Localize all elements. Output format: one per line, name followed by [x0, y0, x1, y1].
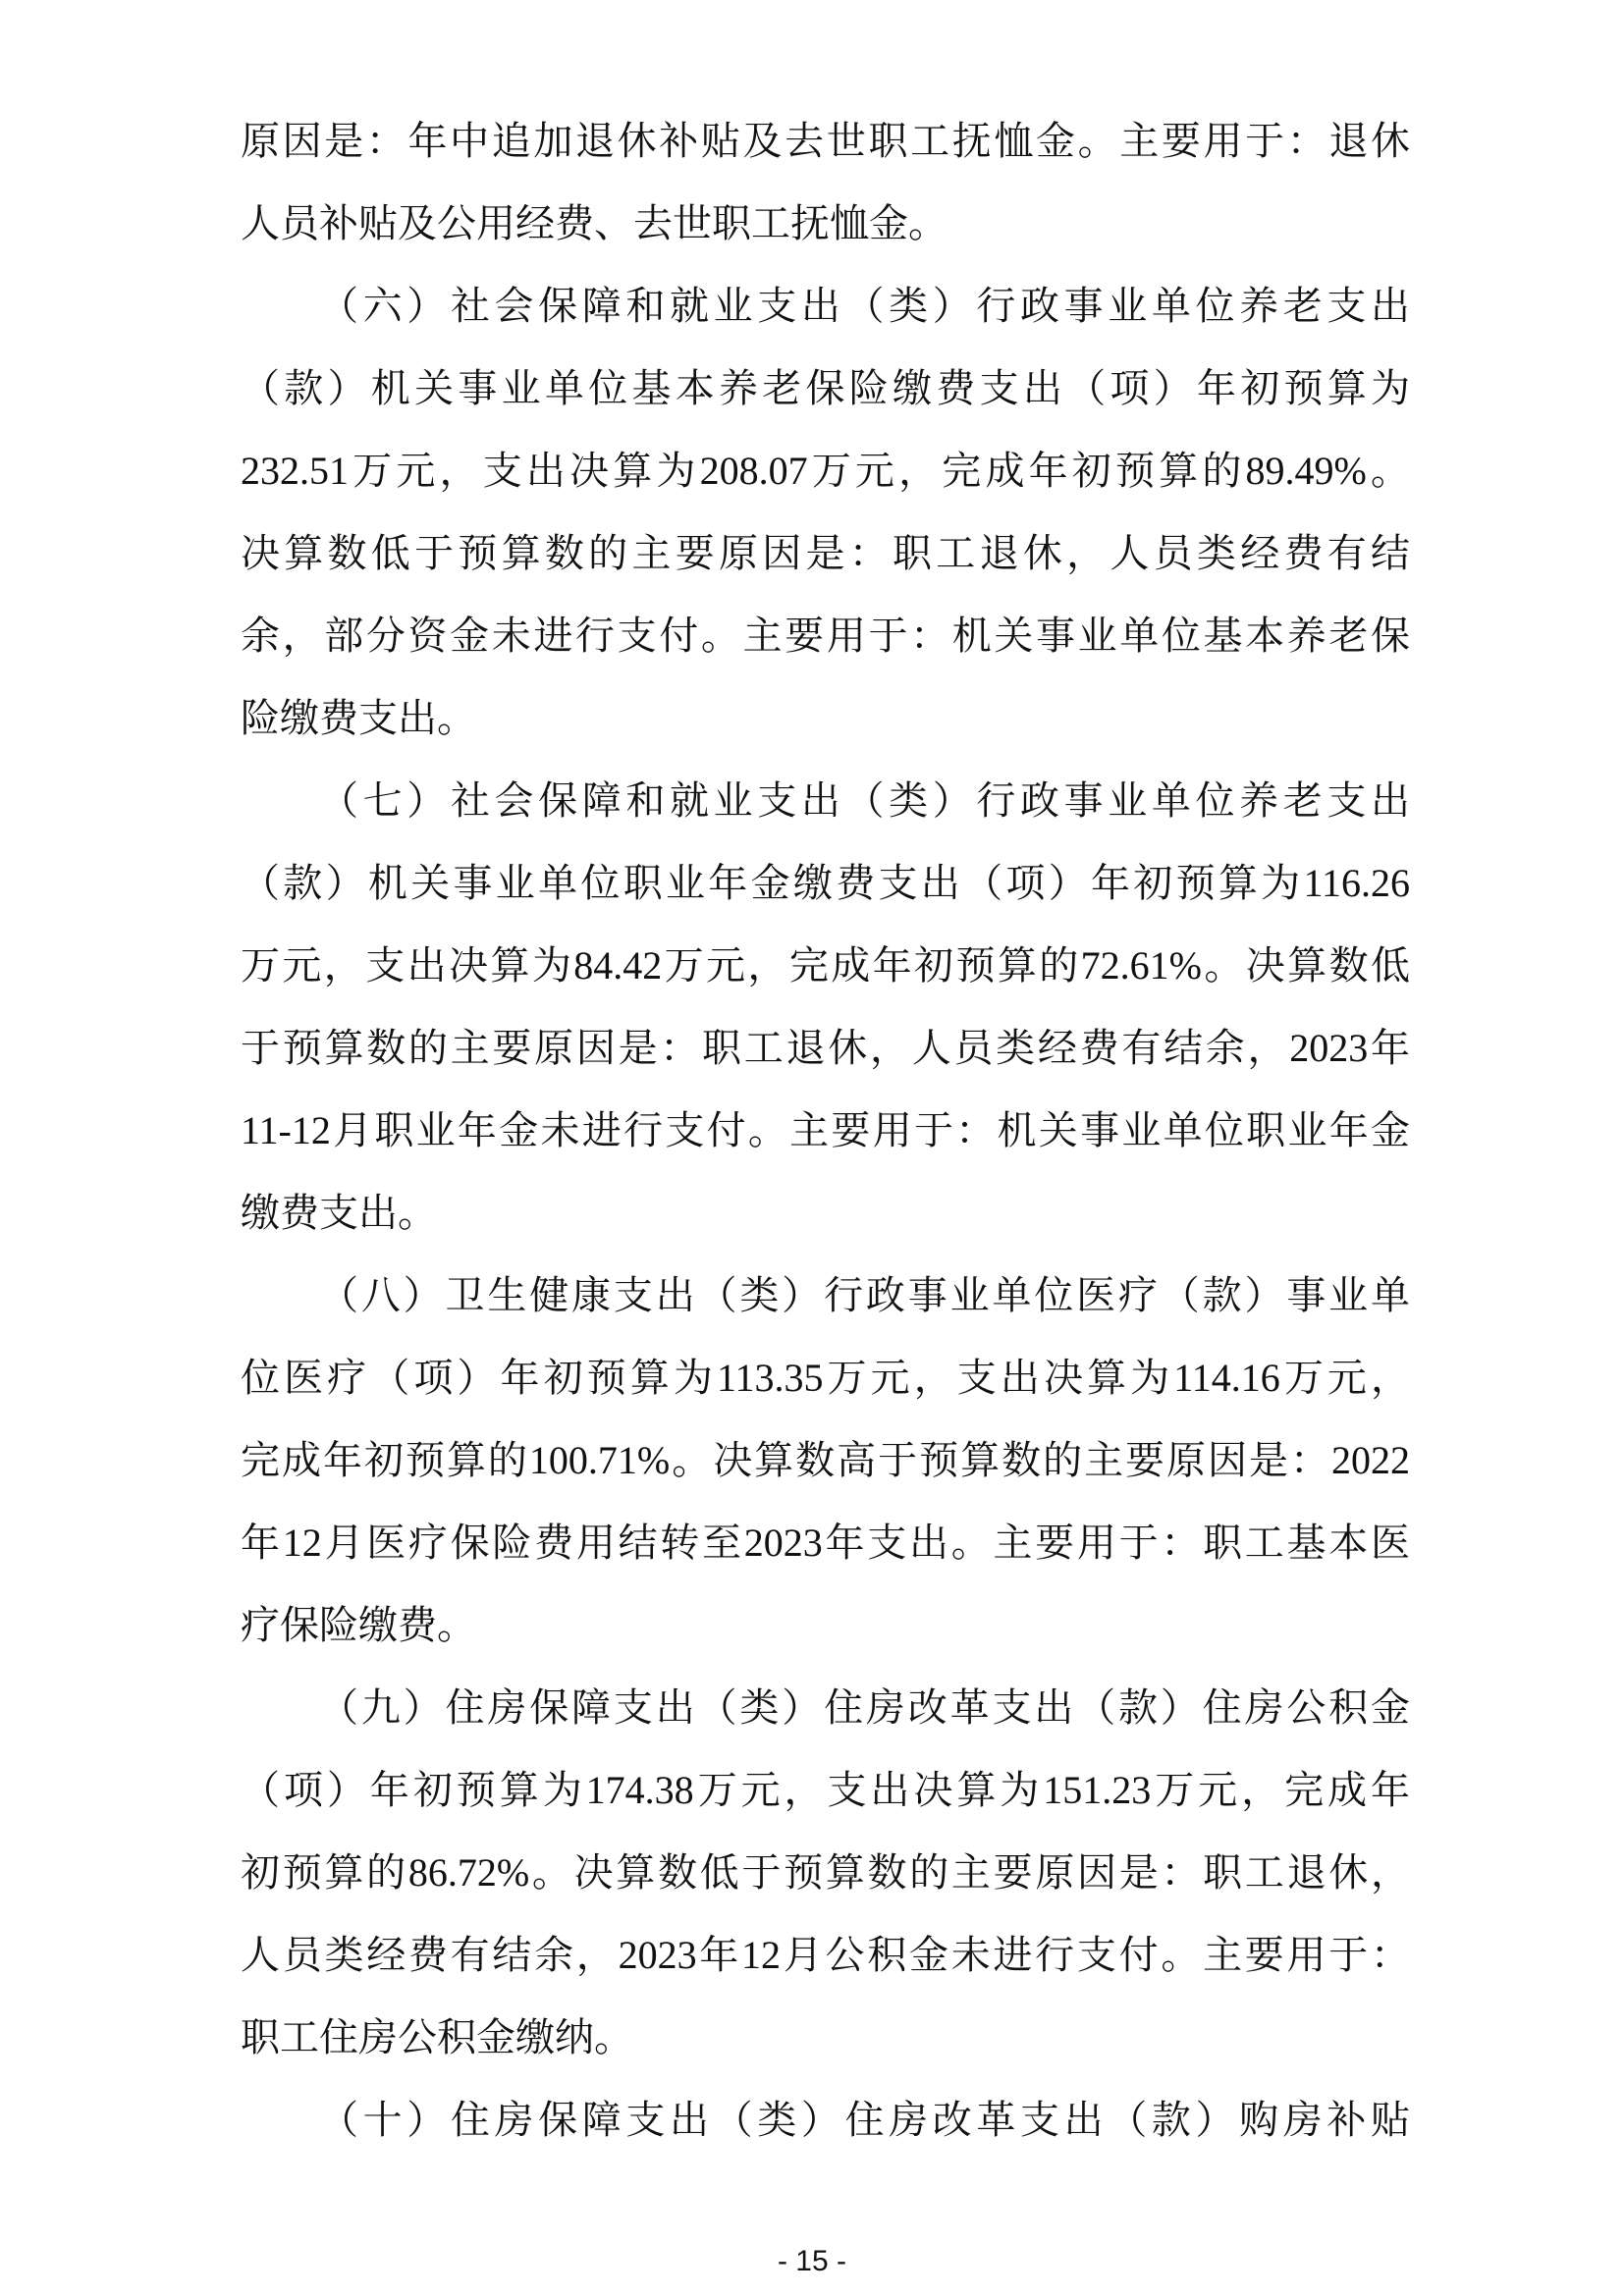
- paragraph-line: （十）住房保障支出（类）住房改革支出（款）购房补贴: [319, 2098, 1410, 2142]
- paragraph-line: （八）卫生健康支出（类）行政事业单位医疗（款）事业单: [319, 1273, 1410, 1317]
- paragraph: [241, 1667, 1410, 2079]
- paragraph-line: （项）年初预算为174.38万元，支出决算为151.23万元，完成年: [241, 1768, 1410, 1812]
- paragraph: [241, 760, 1410, 1255]
- paragraph-line: 位医疗（项）年初预算为113.35万元，支出决算为114.16万元，: [241, 1356, 1410, 1400]
- paragraph-line: 险缴费支出。: [241, 696, 476, 740]
- paragraph-line: （九）住房保障支出（类）住房改革支出（款）住房公积金: [319, 1685, 1410, 1730]
- page-number: - 15 -: [777, 2245, 847, 2277]
- paragraph-line: 决算数低于预算数的主要原因是：职工退休，人员类经费有结: [241, 531, 1410, 575]
- paragraph-line: 人员补贴及公用经费、去世职工抚恤金。: [241, 201, 947, 245]
- paragraph-line: 万元，支出决算为84.42万元，完成年初预算的72.61%。决算数低: [241, 943, 1410, 988]
- paragraph-line: 完成年初预算的100.71%。决算数高于预算数的主要原因是：2022: [241, 1438, 1410, 1482]
- paragraph-line: 余，部分资金未进行支付。主要用于：机关事业单位基本养老保: [241, 614, 1410, 658]
- paragraph-line: （款）机关事业单位职业年金缴费支出（项）年初预算为116.26: [241, 861, 1410, 905]
- paragraph-line: （六）社会保障和就业支出（类）行政事业单位养老支出: [319, 284, 1410, 328]
- paragraph-line: 11-12月职业年金未进行支付。主要用于：机关事业单位职业年金: [241, 1108, 1410, 1152]
- paragraph: [241, 100, 1410, 265]
- paragraph-line: 于预算数的主要原因是：职工退休，人员类经费有结余，2023年: [241, 1026, 1410, 1070]
- paragraph-line: 疗保险缴费。: [241, 1603, 476, 1647]
- paragraph: [241, 2079, 1410, 2162]
- paragraph-line: （款）机关事业单位基本养老保险缴费支出（项）年初预算为: [241, 366, 1410, 410]
- paragraph-line: 初预算的86.72%。决算数低于预算数的主要原因是：职工退休，: [241, 1850, 1410, 1895]
- body-text: [241, 100, 1410, 2162]
- paragraph-line: （七）社会保障和就业支出（类）行政事业单位养老支出: [319, 778, 1410, 823]
- paragraph-line: 职工住房公积金缴纳。: [241, 2015, 633, 2059]
- paragraph: [241, 1255, 1410, 1667]
- paragraph-line: 原因是：年中追加退休补贴及去世职工抚恤金。主要用于：退休: [241, 119, 1410, 163]
- paragraph: [241, 265, 1410, 760]
- paragraph-line: 缴费支出。: [241, 1191, 437, 1235]
- paragraph-line: 人员类经费有结余，2023年12月公积金未进行支付。主要用于：: [241, 1933, 1410, 1977]
- paragraph-line: 232.51万元，支出决算为208.07万元，完成年初预算的89.49%。: [241, 449, 1410, 493]
- paragraph-line: 年12月医疗保险费用结转至2023年支出。主要用于：职工基本医: [241, 1521, 1410, 1565]
